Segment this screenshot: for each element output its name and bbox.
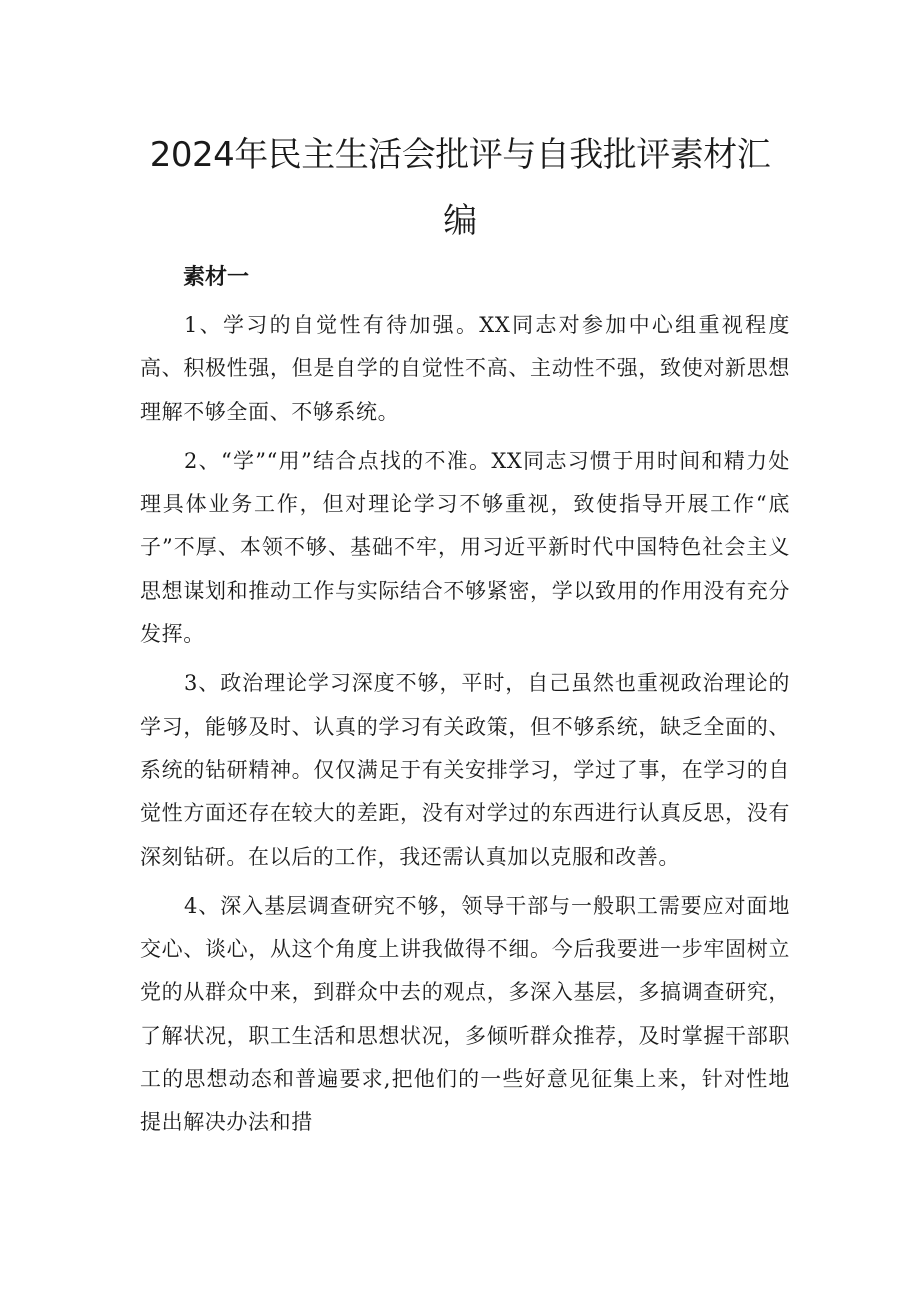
paragraph-1: 1、学习的自觉性有待加强。XX同志对参加中心组重视程度高、积极性强，但是自学的自觉性不高、主动性不强，致使对新思想理解不够全面、不够系统。 (140, 313, 790, 424)
section-heading: 素材一 (183, 265, 250, 290)
document-title: 2024年民主生活会批评与自我批评素材汇编 (149, 135, 771, 241)
document-body (140, 304, 790, 1151)
paragraph-4: 4、深入基层调查研究不够，领导干部与一般职工需要应对面地交心、谈心，从这个角度上讲我做得不细。今后我要进一步牢固树立党的从群众中来，到群众中去的观点，多深入基层，多搞调查研究，了解状况，职工生活和思想状况，多倾听群众推荐，及时掌握干部职工的思想动态和普遍要求,把他们的一些好意见征集上来，针对性地提出解决办法和措 (140, 893, 790, 1135)
paragraph-2: 2、“学”“用”结合点找的不准。XX同志习惯于用时间和精力处理具体业务工作，但对理论学习不够重视，致使指导开展工作“底子”不厚、本领不够、基础不牢，用习近平新时代中国特色社会主义思想谋划和推动工作与实际结合不够紧密，学以致用的作用没有充分发挥。 (140, 448, 790, 647)
paragraph-3: 3、政治理论学习深度不够，平时，自己虽然也重视政治理论的学习，能够及时、认真的学习有关政策，但不够系统，缺乏全面的、系统的钻研精神。仅仅满足于有关安排学习，学过了事，在学习的自觉性方面还存在较大的差距，没有对学过的东西进行认真反思，没有深刻钻研。在以后的工作，我还需认真加以克服和改善。 (140, 671, 790, 869)
